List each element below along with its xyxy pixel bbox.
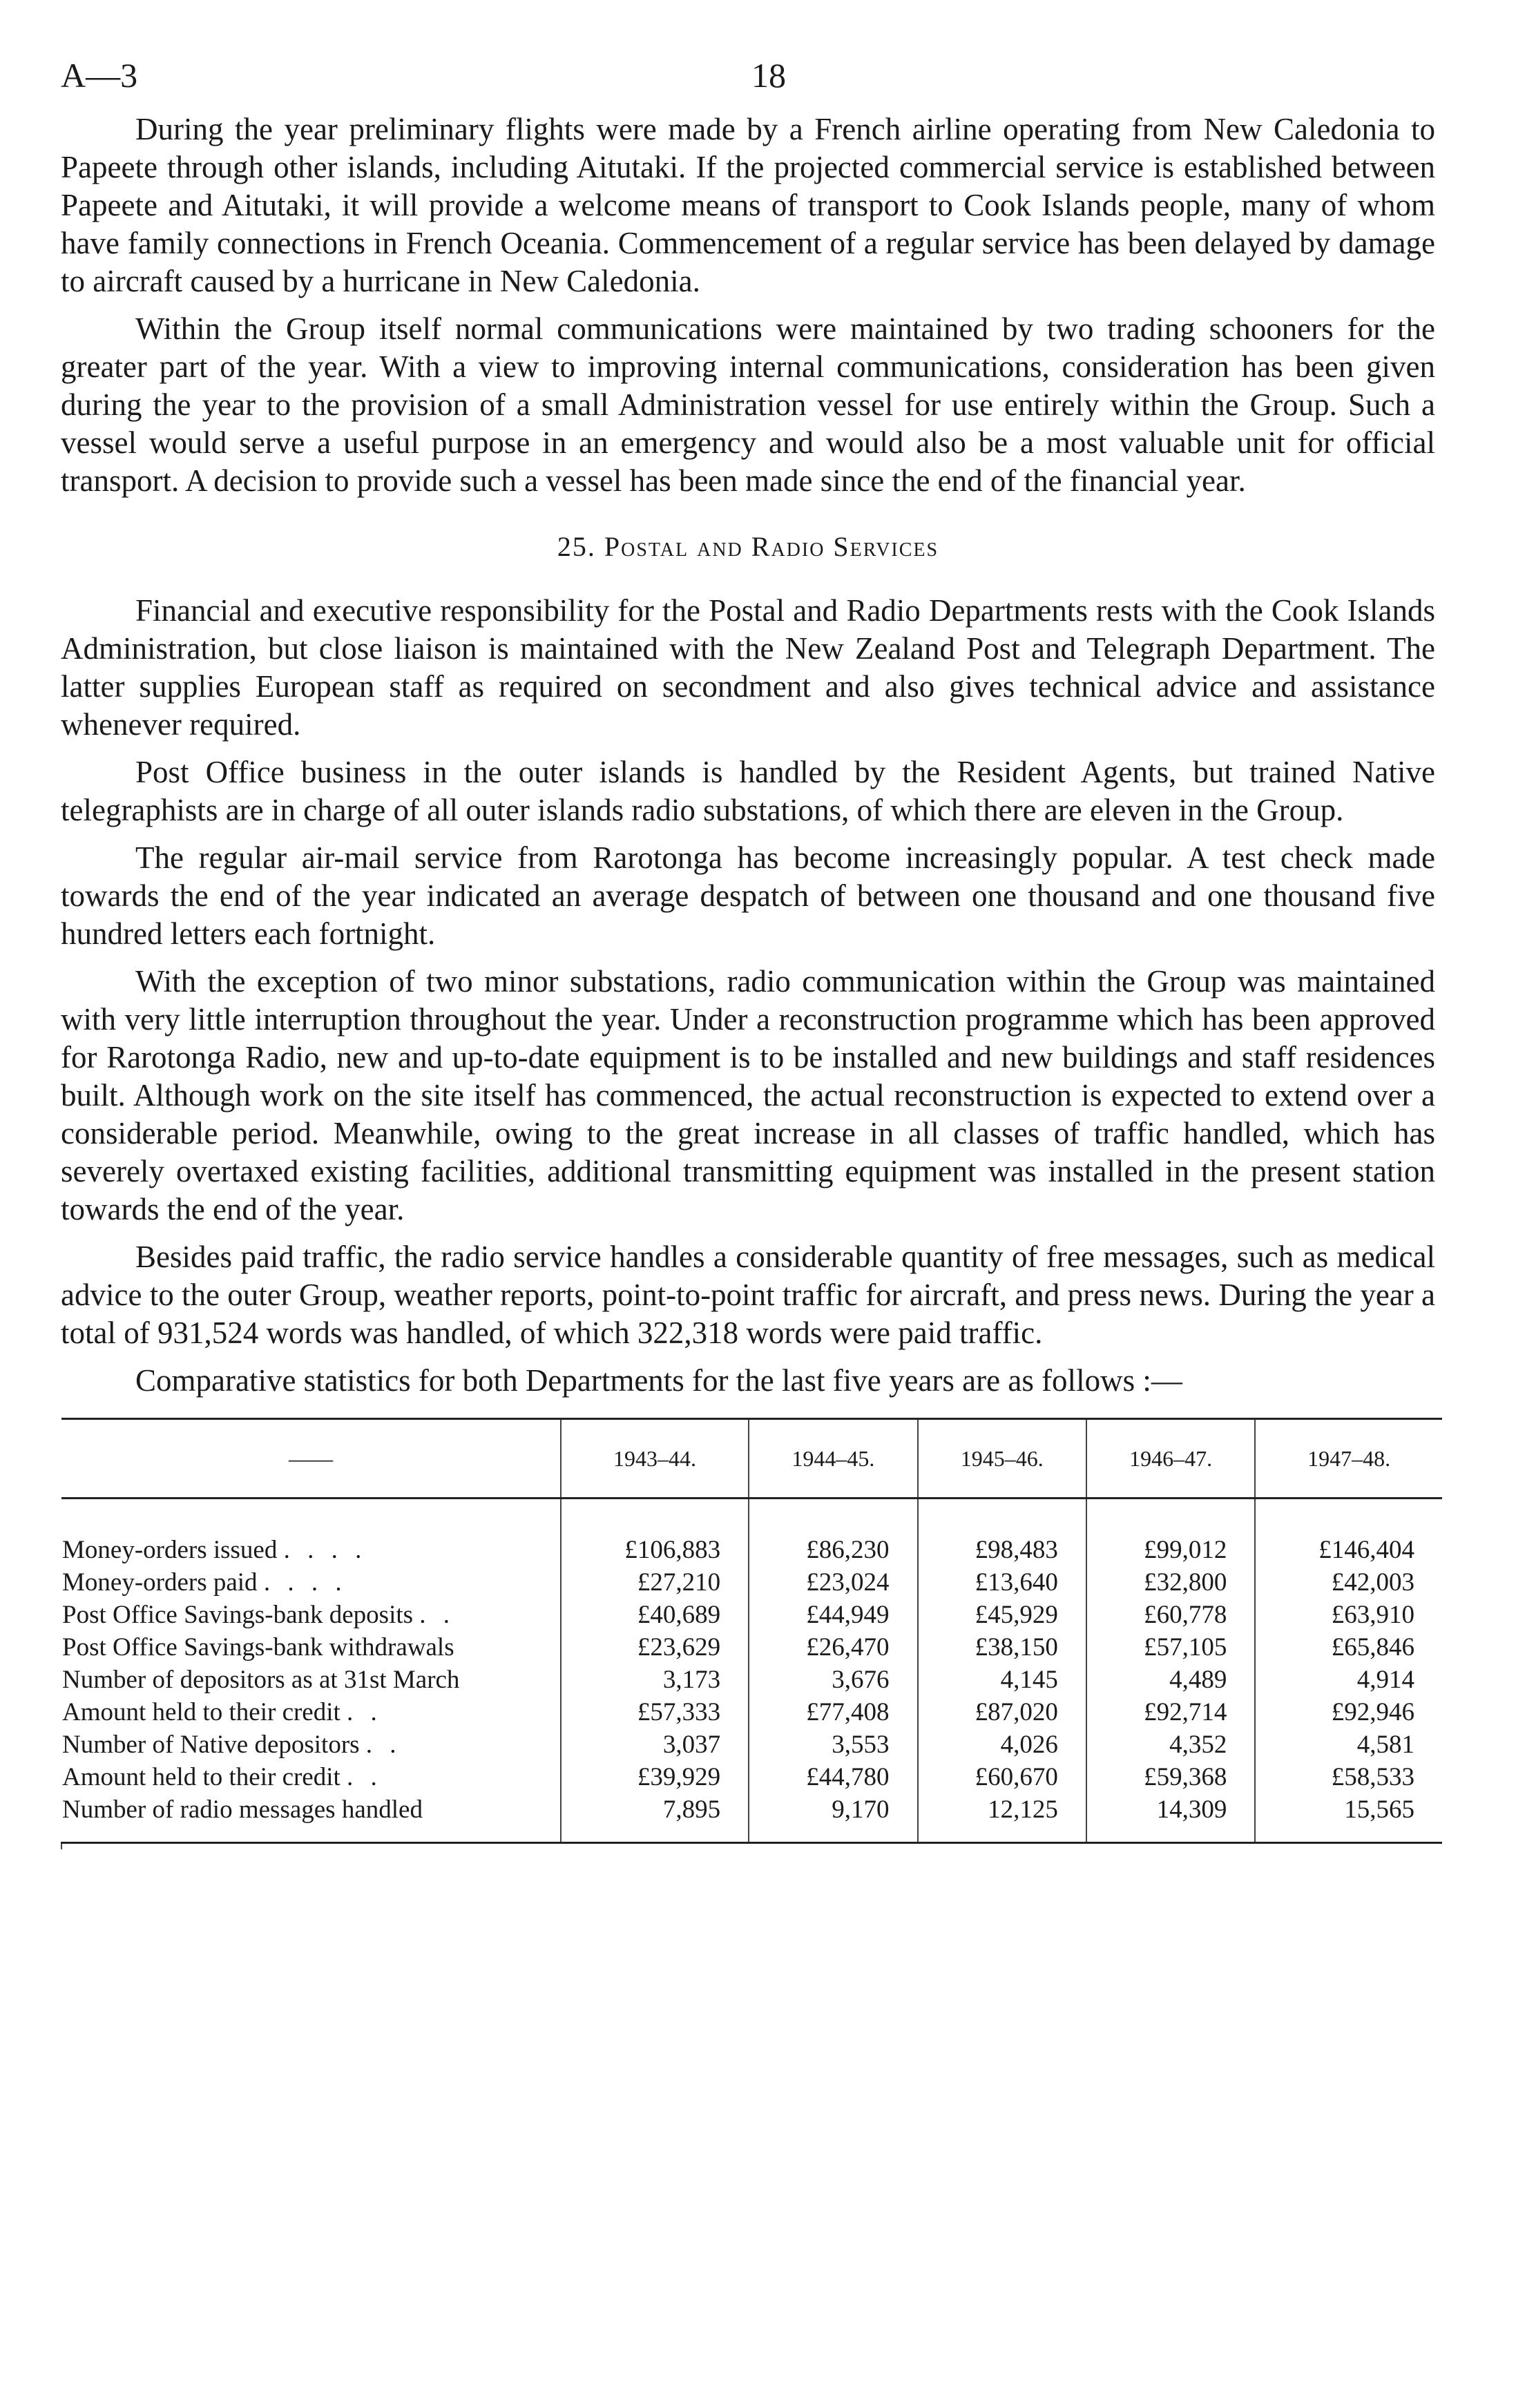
table-cell: £146,404 (1255, 1534, 1442, 1566)
table-cell: £44,949 (749, 1599, 917, 1631)
table-cell: £45,929 (918, 1599, 1086, 1631)
table-cell: £99,012 (1086, 1534, 1255, 1566)
page-number: 18 (751, 56, 786, 95)
document-page (61, 55, 1435, 1849)
table-cell: £32,800 (1086, 1566, 1255, 1599)
column-header: 1943–44. (561, 1419, 749, 1499)
table-cell: £44,780 (749, 1761, 917, 1793)
row-label: Money-orders issued . . . . (62, 1536, 367, 1564)
table-cell: 3,553 (749, 1728, 917, 1761)
table-cell: £38,150 (918, 1631, 1086, 1664)
table-cell: 15,565 (1255, 1793, 1442, 1843)
table-row (61, 1566, 1442, 1599)
document-reference: A—3 (61, 56, 138, 95)
table-row (61, 1664, 1442, 1696)
table-cell: 3,037 (561, 1728, 749, 1761)
paragraph-internal-communications: Within the Group itself normal communications were maintained by two trading schooners for the greater part of the year. With a view to improving internal communications, consideration has been given during the year to the provision of a small Administration vessel for use entirely within the Group. Such a vessel would serve a useful purpose in an emergency and would also be a most valuable unit for official transport. A decision to provide such a vessel has been made since the end of the financial year. (61, 311, 1435, 498)
table-corner-cell: —— (289, 1445, 333, 1471)
table-cell: £57,333 (561, 1696, 749, 1728)
table-cell: £23,629 (561, 1631, 749, 1664)
table-row (61, 1599, 1442, 1631)
table-row (61, 1534, 1442, 1566)
table-bottom-rule (61, 1843, 1442, 1850)
table-row (61, 1696, 1442, 1728)
table-cell: £13,640 (918, 1566, 1086, 1599)
row-label: Number of radio messages handled (62, 1795, 423, 1824)
row-label: Amount held to their credit . . (62, 1763, 383, 1791)
table-cell: 3,676 (749, 1664, 917, 1696)
row-label: Money-orders paid . . . . (62, 1568, 347, 1597)
row-label: Amount held to their credit . . (62, 1698, 383, 1726)
section-heading (61, 530, 1435, 563)
table-cell: 14,309 (1086, 1793, 1255, 1843)
table-cell: £59,368 (1086, 1761, 1255, 1793)
table-cell: £42,003 (1255, 1566, 1442, 1599)
table-row (61, 1761, 1442, 1793)
statistics-table (61, 1418, 1442, 1849)
section-title: Postal and Radio Services (604, 531, 939, 562)
table-row (61, 1793, 1442, 1843)
table-cell: £27,210 (561, 1566, 749, 1599)
table-cell: £39,929 (561, 1761, 749, 1793)
table-cell: £77,408 (749, 1696, 917, 1728)
table-row (61, 1631, 1442, 1664)
paragraph-outer-islands: Post Office business in the outer islands is handled by the Resident Agents, but trained Native telegraphists are in charge of all outer islands radio substations, of which there are eleven in the Group. (61, 755, 1435, 827)
paragraph-air-mail: The regular air-mail service from Rarotonga has become increasingly popular. A test check made towards the end of the year indicated an average despatch of between one thousand and one thousand five hundred letters each fortnight. (61, 840, 1435, 951)
column-header: 1944–45. (749, 1419, 917, 1499)
table-cell: £58,533 (1255, 1761, 1442, 1793)
table-cell: 7,895 (561, 1793, 749, 1843)
table-cell: £92,714 (1086, 1696, 1255, 1728)
table-cell: 4,145 (918, 1664, 1086, 1696)
paragraph-statistics-intro: Comparative statistics for both Departments for the last five years are as follows :— (135, 1363, 1182, 1398)
row-label: Number of Native depositors . . (62, 1731, 402, 1759)
paragraph-air-service: During the year preliminary flights were made by a French airline operating from New Caledonia to Papeete through other islands, including Aitutaki. If the projected commercial service is established between Papeete and Aitutaki, it will provide a welcome means of transport to Cook Islands people, many of whom have family connections in French Oceania. Commencement of a regular service has been delayed by damage to aircraft caused by a hurricane in New Caledonia. (61, 112, 1435, 298)
row-label: Post Office Savings-bank deposits . . (62, 1601, 456, 1629)
table-cell: 4,581 (1255, 1728, 1442, 1761)
paragraph-free-messages: Besides paid traffic, the radio service handles a considerable quantity of free messages, such as medical advice to the outer Group, weather reports, point-to-point traffic for aircraft, and press news. During the year a total of 931,524 words was handled, of which 322,318 words were paid traffic. (61, 1240, 1435, 1350)
table-cell: 12,125 (918, 1793, 1086, 1843)
table-cell: £60,670 (918, 1761, 1086, 1793)
table-cell: 4,914 (1255, 1664, 1442, 1696)
row-label: Post Office Savings-bank withdrawals (62, 1633, 454, 1661)
table-cell: 4,489 (1086, 1664, 1255, 1696)
table-cell: £40,689 (561, 1599, 749, 1631)
page-header (61, 55, 1435, 110)
row-label: Number of depositors as at 31st March (62, 1666, 460, 1694)
table-cell: £92,946 (1255, 1696, 1442, 1728)
table-cell: £60,778 (1086, 1599, 1255, 1631)
table-cell: 9,170 (749, 1793, 917, 1843)
statistics-table-container (61, 1418, 1442, 1849)
table-cell: £65,846 (1255, 1631, 1442, 1664)
table-header-row (61, 1419, 1442, 1499)
column-header: 1945–46. (918, 1419, 1086, 1499)
paragraph-radio-communication: With the exception of two minor substations, radio communication within the Group was maintained with very little interruption throughout the year. Under a reconstruction programme which has been approved for Rarotonga Radio, new and up-to-date equipment is to be installed and new buildings and staff residences built. Although work on the site itself has commenced, the actual reconstruction is expected to extend over a considerable period. Meanwhile, owing to the great increase in all classes of traffic handled, which has severely overtaxed existing facilities, additional transmitting equipment was installed in the present station towards the end of the year. (61, 964, 1435, 1226)
table-cell: £87,020 (918, 1696, 1086, 1728)
table-cell: 4,352 (1086, 1728, 1255, 1761)
table-cell: 4,026 (918, 1728, 1086, 1761)
table-cell: £86,230 (749, 1534, 917, 1566)
table-cell: £98,483 (918, 1534, 1086, 1566)
table-cell: £57,105 (1086, 1631, 1255, 1664)
table-cell: £26,470 (749, 1631, 917, 1664)
table-cell: £63,910 (1255, 1599, 1442, 1631)
section-number: 25. (557, 531, 596, 562)
paragraph-responsibility: Financial and executive responsibility for the Postal and Radio Departments rests with the Cook Islands Administration, but close liaison is maintained with the New Zealand Post and Telegraph Department. The latter supplies European staff as required on secondment and also gives technical advice and assistance whenever required. (61, 593, 1435, 742)
table-cell: £106,883 (561, 1534, 749, 1566)
table-row (61, 1728, 1442, 1761)
table-cell: £23,024 (749, 1566, 917, 1599)
table-cell: 3,173 (561, 1664, 749, 1696)
column-header: 1946–47. (1086, 1419, 1255, 1499)
column-header: 1947–48. (1255, 1419, 1442, 1499)
